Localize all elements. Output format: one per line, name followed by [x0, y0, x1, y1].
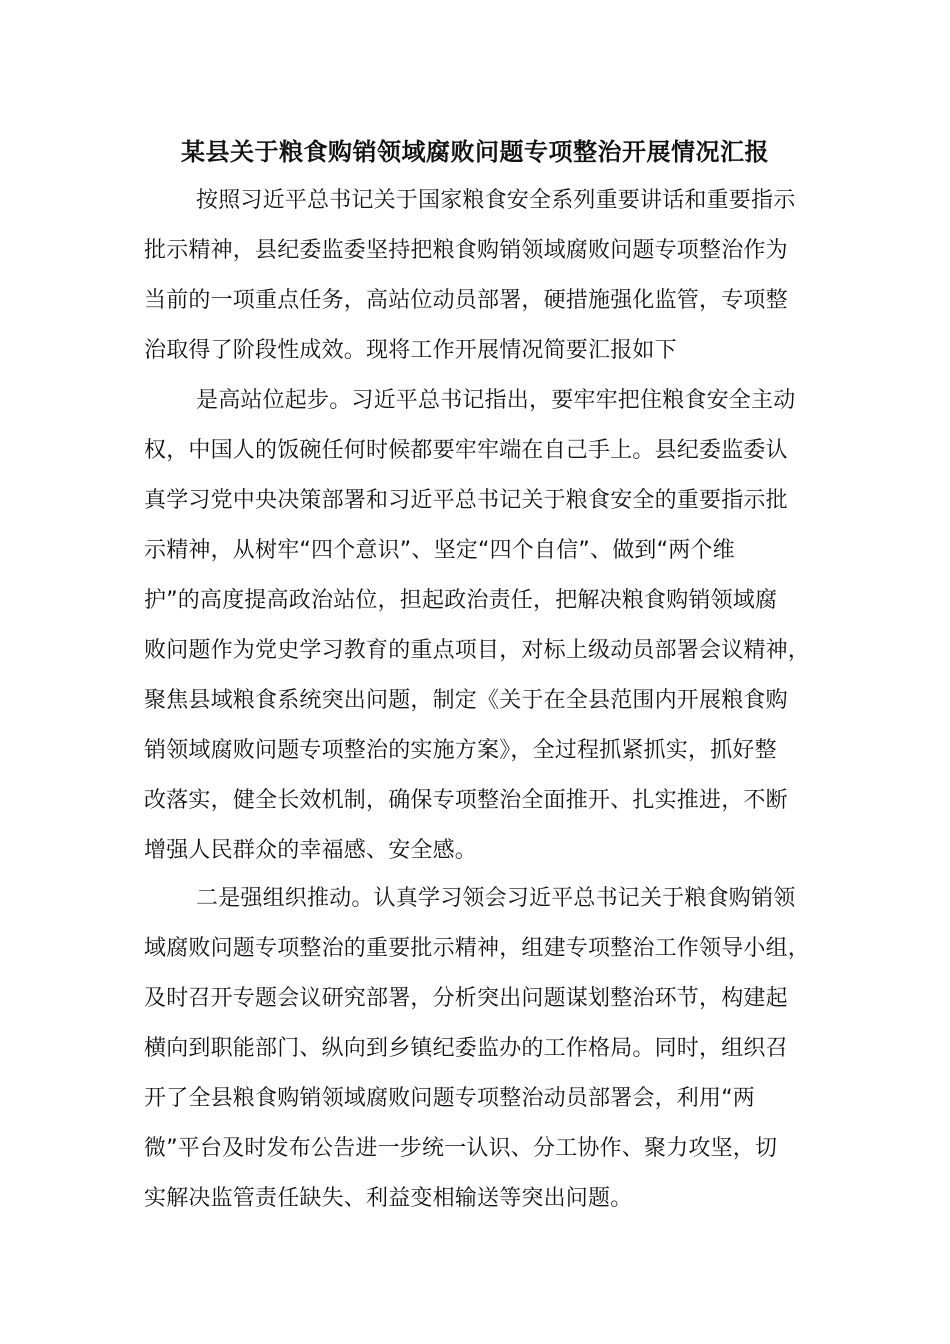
- paragraph-line: 实解决监管责任缺失、利益变相输送等突出问题。: [144, 1186, 633, 1211]
- paragraph-line: 横向到职能部门、纵向到乡镇纪委监办的工作格局。同时，组织召: [144, 1036, 788, 1061]
- paragraph-line: 败问题作为党史学习教育的重点项目，对标上级动员部署会议精神，: [144, 638, 811, 663]
- paragraph-section-1: [144, 376, 812, 876]
- paragraph-line: 治取得了阶段性成效。现将工作开展情况简要汇报如下: [144, 338, 677, 363]
- paragraph-line: 销领域腐败问题专项整治的实施方案》，全过程抓紧抓实，抓好整: [144, 738, 777, 763]
- paragraph-line: 示精神，从树牢“四个意识”、坚定“四个自信”、做到“两个维: [144, 538, 735, 563]
- paragraph-line: 微”平台及时发布公告进一步统一认识、分工协作、聚力攻坚，切: [144, 1136, 778, 1161]
- paragraph-line: 改落实，健全长效机制，确保专项整治全面推开、扎实推进，不断: [144, 788, 788, 813]
- paragraph-line: 增强人民群众的幸福感、安全感。: [144, 838, 478, 863]
- paragraph-line: 域腐败问题专项整治的重要批示精神，组建专项整治工作领导小组，: [144, 936, 811, 961]
- paragraph-line: 权，中国人的饭碗任何时候都要牢牢端在自己手上。县纪委监委认: [144, 438, 788, 463]
- paragraph-intro: [144, 176, 812, 376]
- paragraph-line: 是高站位起步。习近平总书记指出，要牢牢把住粮食安全主动: [196, 388, 796, 413]
- document-title: 某县关于粮食购销领域腐败问题专项整治开展情况汇报: [181, 138, 769, 166]
- paragraph-section-2: [144, 874, 812, 1224]
- paragraph-line: 当前的一项重点任务，高站位动员部署，硬措施强化监管，专项整: [144, 288, 788, 313]
- paragraph-line: 真学习党中央决策部署和习近平总书记关于粮食安全的重要指示批: [144, 488, 788, 513]
- paragraph-line: 护”的高度提高政治站位，担起政治责任，把解决粮食购销领域腐: [144, 588, 778, 613]
- paragraph-line: 二是强组织推动。认真学习领会习近平总书记关于粮食购销领: [196, 886, 796, 911]
- paragraph-line: 及时召开专题会议研究部署，分析突出问题谋划整治环节，构建起: [144, 986, 788, 1011]
- paragraph-line: 聚焦县域粮食系统突出问题，制定《关于在全县范围内开展粮食购: [144, 688, 788, 713]
- paragraph-line: 批示精神，县纪委监委坚持把粮食购销领域腐败问题专项整治作为: [144, 238, 788, 263]
- paragraph-line: 开了全县粮食购销领域腐败问题专项整治动员部署会，利用“两: [144, 1086, 755, 1111]
- paragraph-line: 按照习近平总书记关于国家粮食安全系列重要讲话和重要指示: [196, 188, 796, 213]
